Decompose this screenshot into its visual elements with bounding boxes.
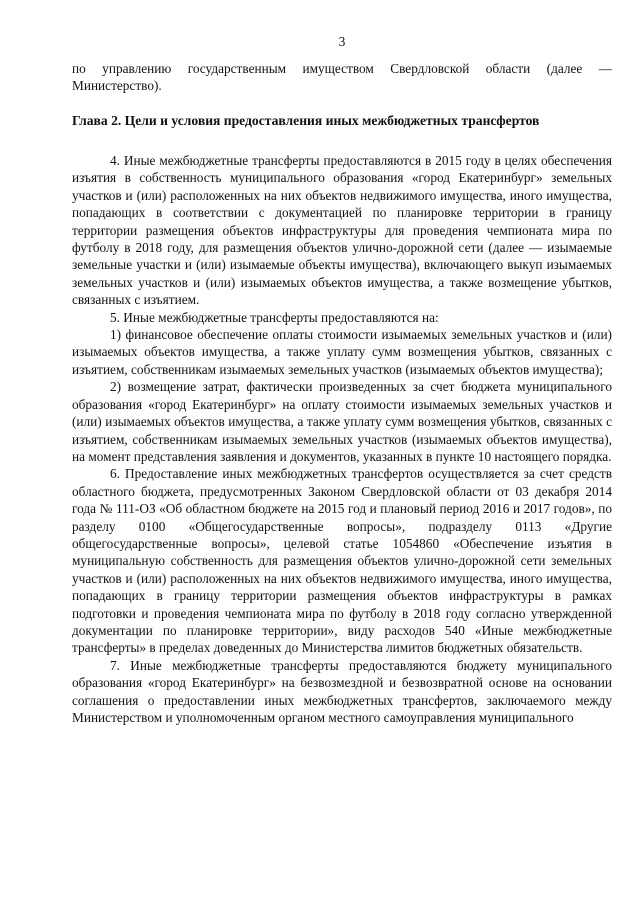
paragraph-5: 5. Иные межбюджетные трансферты предоставляются на: (110, 309, 439, 325)
paragraph-4: 4. Иные межбюджетные трансферты предоставляются в 2015 году в целях обеспечения изъятия в собственность муниципального образования «город Екатеринбург» земельных участков и (или) расположенных на них объектов недвижимого имущества, иного имущества, попадающих в соответствии с документацией по планировке территории в границу территории размещения объектов инфраструктуры для проведения чемпионата мира по футболу в 2018 году, для размещения объектов улично-дорожной сети (далее — изымаемые земельные участки и (или) изымаемые объекты имущества), включающего выкуп изымаемых земельных участков и (или) изымаемых объектов имущества, а также возмещение убытков, связанных с изъятием. (72, 153, 612, 308)
intro-text: по управлению государственным имуществом Свердловской области (далее — Министерство). (72, 61, 612, 94)
page-number: 3 (338, 34, 346, 49)
document-page (72, 0, 612, 905)
paragraph-6: 6. Предоставление иных межбюджетных трансфертов осуществляется за счет средств областного бюджета, предусмотренных Законом Свердловской области от 03 декабря 2014 года № 111-ОЗ «Об областном бюджете на 2015 год и плановый период 2016 и 2017 годов», по разделу 0100 «Общегосударственные вопросы», подразделу 0113 «Другие общегосударственные вопросы», целевой статье 1054860 «Обеспечение изъятия в муниципальную собственность для размещения объектов улично-дорожной сети земельных участков и (или) расположенных на них объектов недвижимого имущества, иного имущества, попадающих в границу территории размещения объектов инфраструктуры в рамках подготовки и проведения чемпионата мира по футболу в 2018 году согласно утвержденной документации по планировке территории», виду расходов 540 «Иные межбюджетные трансферты» в пределах доведенных до Министерства лимитов бюджетных обязательств. (72, 466, 612, 656)
document-body (72, 152, 612, 726)
chapter-heading: Глава 2. Цели и условия предоставления иных межбюджетных трансфертов (72, 113, 540, 128)
paragraph-5-item-1: 1) финансовое обеспечение оплаты стоимости изымаемых земельных участков и (или) изымаемых объектов имущества, а также уплату сумм возмещения убытков, связанных с изъятием, собственникам изымаемых земельных участков (изымаемых объектов имущества); (72, 327, 612, 377)
paragraph-5-item-2: 2) возмещение затрат, фактически произведенных за счет бюджета муниципального образования «город Екатеринбург» на оплату стоимости изымаемых земельных участков и (или) изымаемых объектов имущества, а также уплату сумм возмещения убытков, связанных с изъятием, собственникам изымаемых земельных участков (изымаемых объектов имущества), на момент представления заявления и документов, указанных в пункте 10 настоящего порядка. (72, 379, 612, 464)
paragraph-7: 7. Иные межбюджетные трансферты предоставляются бюджету муниципального образования «город Екатеринбург» на безвозмездной и безвозвратной основе на основании соглашения о предоставлении иных межбюджетных трансфертов, заключаемого между Министерством и уполномоченным органом местного самоуправления муниципального (72, 657, 612, 725)
